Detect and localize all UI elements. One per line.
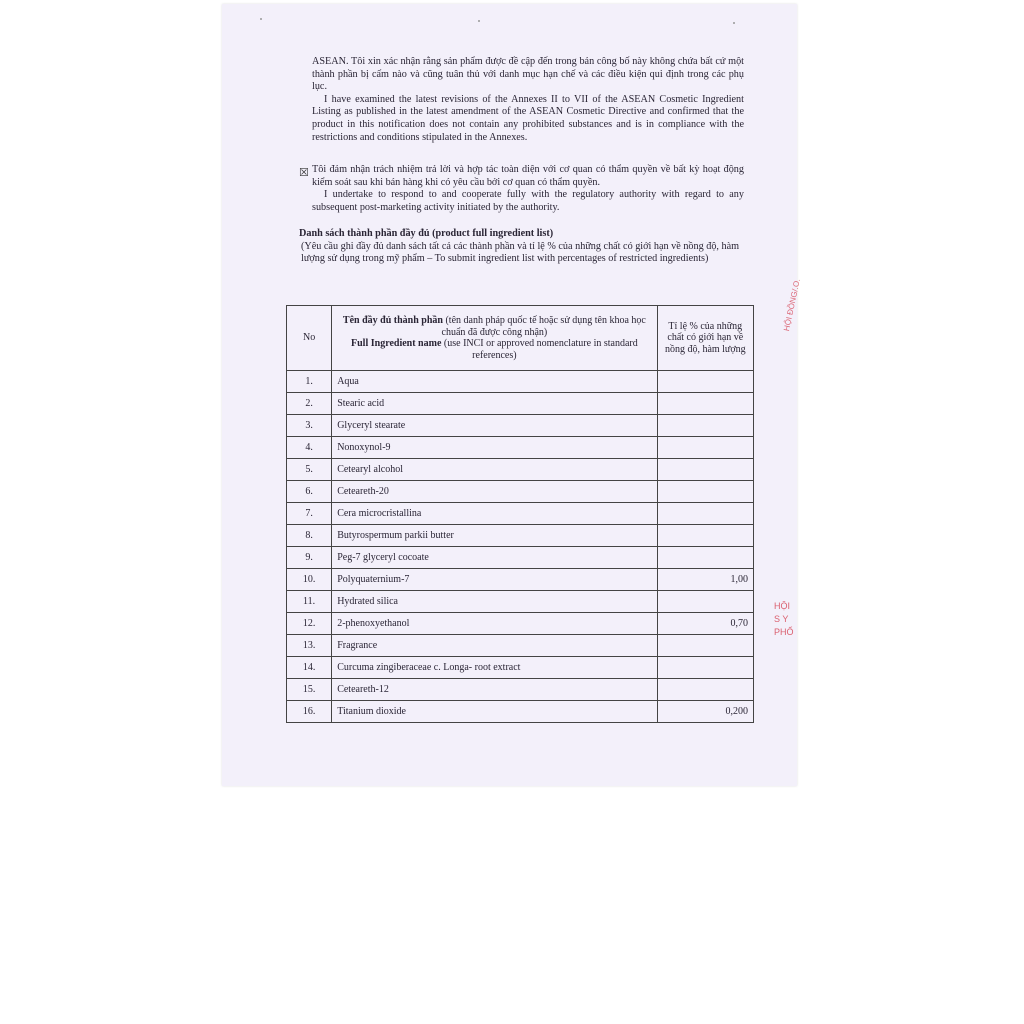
restricted-percentage: 1,00 bbox=[657, 569, 753, 591]
row-number: 4. bbox=[287, 437, 332, 459]
restricted-percentage bbox=[657, 657, 753, 679]
row-number: 1. bbox=[287, 371, 332, 393]
checked-box-icon[interactable]: ☒ bbox=[299, 167, 309, 179]
ingredient-list-heading bbox=[299, 228, 749, 266]
restricted-percentage bbox=[657, 393, 753, 415]
table-row bbox=[287, 547, 754, 569]
table-row bbox=[287, 503, 754, 525]
ingredient-table bbox=[286, 305, 754, 723]
table-row bbox=[287, 679, 754, 701]
restricted-percentage bbox=[657, 679, 753, 701]
header-name-vi: (tên danh pháp quốc tế hoặc sử dụng tên khoa học chuẩn đã được công nhận) bbox=[441, 315, 646, 338]
table-row bbox=[287, 591, 754, 613]
asean-declaration-vi: ASEAN. Tôi xin xác nhận rằng sản phẩm được đề cập đến trong bản công bố này không chứa bất cứ một thành phần bị cấm nào và cũng tuân thủ với danh mục hạn chế và các điều kiện qui định trong các phụ lục. bbox=[312, 56, 744, 93]
asean-declaration bbox=[312, 56, 744, 144]
ingredient-name: Cetearyl alcohol bbox=[332, 459, 657, 481]
row-number: 6. bbox=[287, 481, 332, 503]
row-number: 15. bbox=[287, 679, 332, 701]
ingredient-name: Glyceryl stearate bbox=[332, 415, 657, 437]
restricted-percentage bbox=[657, 547, 753, 569]
row-number: 13. bbox=[287, 635, 332, 657]
ingredient-name: Aqua bbox=[332, 371, 657, 393]
header-name-bold-vi: Tên đầy đủ thành phần bbox=[342, 315, 443, 326]
restricted-percentage bbox=[657, 371, 753, 393]
section-title: Danh sách thành phần đầy đủ (product full ingredient list) bbox=[299, 228, 554, 239]
restricted-percentage: 0,200 bbox=[657, 701, 753, 723]
row-number: 2. bbox=[287, 393, 332, 415]
table-row bbox=[287, 371, 754, 393]
row-number: 16. bbox=[287, 701, 332, 723]
scan-speck bbox=[478, 20, 480, 22]
row-number: 14. bbox=[287, 657, 332, 679]
row-number: 7. bbox=[287, 503, 332, 525]
restricted-percentage bbox=[657, 635, 753, 657]
table-row bbox=[287, 393, 754, 415]
ingredient-name: Polyquaternium-7 bbox=[332, 569, 657, 591]
scan-speck bbox=[733, 22, 735, 24]
ingredient-name: 2-phenoxyethanol bbox=[332, 613, 657, 635]
table-row bbox=[287, 525, 754, 547]
ingredient-name: Ceteareth-20 bbox=[332, 481, 657, 503]
responsibility-declaration-en: I undertake to respond to and cooperate fully with the regulatory authority with regard to any subsequent post-marketing activity initiated by the authority. bbox=[312, 189, 744, 213]
red-stamp-middle: HỘI S Y PHỐ bbox=[774, 601, 794, 637]
table-row bbox=[287, 635, 754, 657]
ingredient-name: Hydrated silica bbox=[332, 591, 657, 613]
table-row bbox=[287, 437, 754, 459]
header-percentage: Tỉ lệ % của những chất có giới hạn về nồng độ, hàm lượng bbox=[657, 306, 753, 371]
header-no: No bbox=[287, 306, 332, 371]
table-header-row bbox=[287, 306, 754, 371]
restricted-percentage bbox=[657, 591, 753, 613]
responsibility-declaration bbox=[312, 164, 744, 214]
table-row bbox=[287, 415, 754, 437]
restricted-percentage bbox=[657, 459, 753, 481]
row-number: 11. bbox=[287, 591, 332, 613]
ingredient-name: Fragrance bbox=[332, 635, 657, 657]
restricted-percentage bbox=[657, 481, 753, 503]
header-name-en: (use INCI or approved nomenclature in standard references) bbox=[441, 338, 638, 361]
row-number: 9. bbox=[287, 547, 332, 569]
table-row bbox=[287, 459, 754, 481]
ingredient-name: Nonoxynol-9 bbox=[332, 437, 657, 459]
responsibility-declaration-vi: Tôi đảm nhận trách nhiệm trả lời và hợp tác toàn diện với cơ quan có thẩm quyền về bất kỳ hoạt động kiểm soát sau khi bán hàng khi có yêu cầu bởi cơ quan có thẩm quyền. bbox=[312, 164, 744, 188]
row-number: 12. bbox=[287, 613, 332, 635]
header-ingredient-name bbox=[332, 306, 657, 371]
red-stamp-top: HỘI ĐỒNG/.O. bbox=[782, 277, 802, 332]
asean-declaration-en: I have examined the latest revisions of the Annexes II to VII of the ASEAN Cosmetic Ingredient Listing as published in the latest amendment of the ASEAN Cosmetic Directive and confirmed that the product in this notification does not contain any prohibited substances and is in compliance with the restrictions and conditions stipulated in the Annexes. bbox=[312, 93, 744, 143]
restricted-percentage bbox=[657, 415, 753, 437]
scan-speck bbox=[260, 18, 262, 20]
row-number: 10. bbox=[287, 569, 332, 591]
row-number: 8. bbox=[287, 525, 332, 547]
table-row bbox=[287, 613, 754, 635]
table-row bbox=[287, 701, 754, 723]
section-subtitle: (Yêu cầu ghi đầy đủ danh sách tất cả các thành phần và tỉ lệ % của những chất có giới hạn về nồng độ, hàm lượng sử dụng trong mỹ phẩm – To submit ingredient list with percentages of restricted ingredients) bbox=[301, 240, 740, 265]
restricted-percentage bbox=[657, 437, 753, 459]
row-number: 3. bbox=[287, 415, 332, 437]
table-row bbox=[287, 657, 754, 679]
ingredient-name: Curcuma zingiberaceae c. Longa- root extract bbox=[332, 657, 657, 679]
row-number: 5. bbox=[287, 459, 332, 481]
restricted-percentage bbox=[657, 525, 753, 547]
header-name-bold-en: Full Ingredient name bbox=[351, 338, 442, 349]
table-row bbox=[287, 569, 754, 591]
restricted-percentage: 0,70 bbox=[657, 613, 753, 635]
ingredient-name: Cera microcristallina bbox=[332, 503, 657, 525]
table-body bbox=[287, 371, 754, 723]
ingredient-name: Ceteareth-12 bbox=[332, 679, 657, 701]
ingredient-name: Peg-7 glyceryl cocoate bbox=[332, 547, 657, 569]
ingredient-name: Titanium dioxide bbox=[332, 701, 657, 723]
ingredient-name: Stearic acid bbox=[332, 393, 657, 415]
ingredient-name: Butyrospermum parkii butter bbox=[332, 525, 657, 547]
table-row bbox=[287, 481, 754, 503]
restricted-percentage bbox=[657, 503, 753, 525]
